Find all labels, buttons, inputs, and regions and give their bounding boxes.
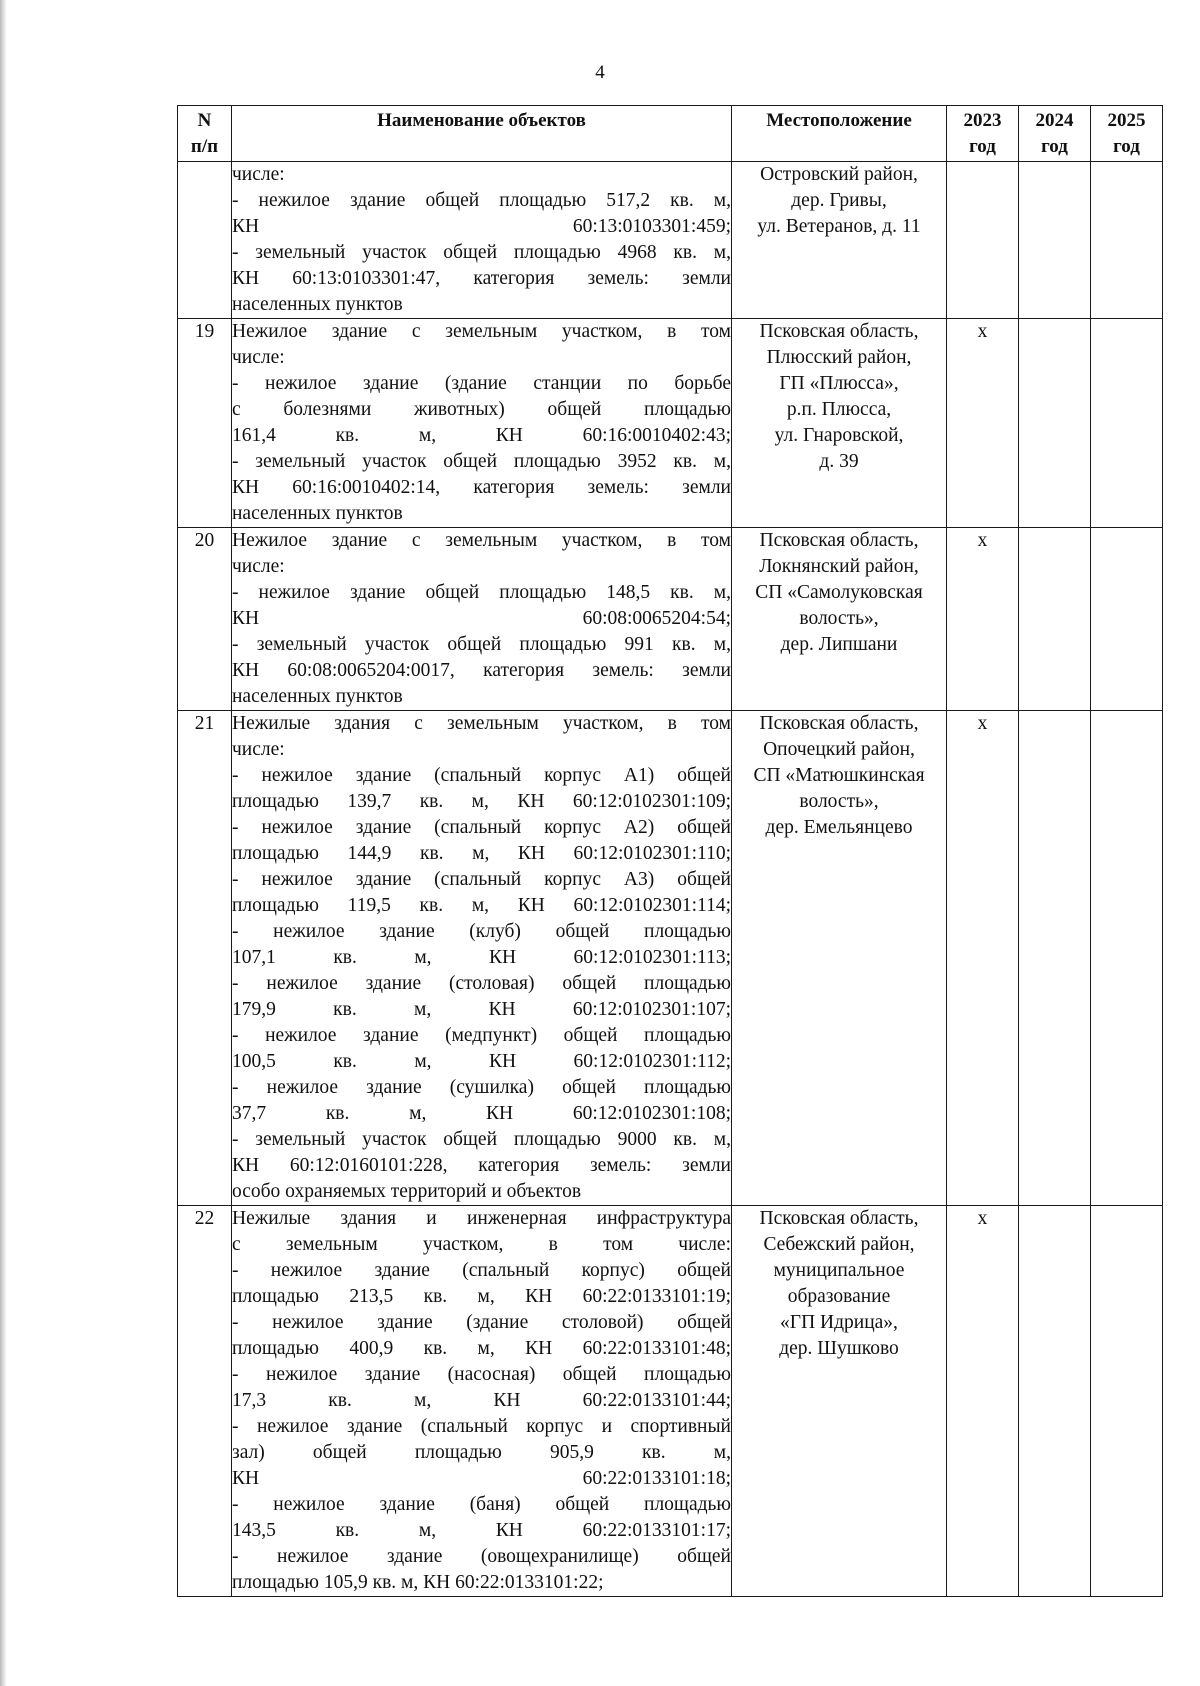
- header-year-2023: [947, 106, 1019, 162]
- description-line: КН 60:08:0065204:54;: [232, 608, 731, 629]
- location-line: Локнянский район,: [759, 556, 919, 577]
- scan-edge: [0, 0, 7, 1686]
- year-mark-2025: [1091, 528, 1163, 711]
- description-line: - нежилое здание (овощехранилище) общей: [232, 1546, 731, 1567]
- description-line: числе:: [232, 739, 285, 760]
- year-mark-2023: х: [947, 319, 1019, 528]
- header-year-unit: год: [1113, 136, 1140, 157]
- header-year-unit: год: [1041, 136, 1068, 157]
- header-year-value: 2024: [1035, 110, 1074, 131]
- description-line: 100,5 кв. м, КН 60:12:0102301:112;: [232, 1051, 731, 1072]
- table-row: [178, 711, 1163, 1206]
- location-line: СП «Самолуковская: [755, 582, 923, 603]
- description-line: 17,3 кв. м, КН 60:22:0133101:44;: [232, 1390, 731, 1411]
- header-num-line: N: [197, 110, 212, 131]
- location-line: волость»,: [799, 608, 879, 629]
- description-line: 37,7 кв. м, КН 60:12:0102301:108;: [232, 1103, 731, 1124]
- year-mark-2024: [1019, 528, 1091, 711]
- table-body: [178, 162, 1163, 1597]
- location-line: Псковская область,: [759, 713, 919, 734]
- description-line: с земельным участком, в том числе:: [232, 1234, 731, 1255]
- description-line: площадью 139,7 кв. м, КН 60:12:0102301:109;: [232, 791, 731, 812]
- description-line: КН 60:13:0103301:47, категория земель: земли: [232, 268, 731, 289]
- description-line: - земельный участок общей площадью 9000 кв. м,: [232, 1129, 731, 1150]
- header-year-2025: [1091, 106, 1163, 162]
- object-description: [232, 528, 732, 711]
- header-location: Местоположение: [732, 106, 947, 162]
- location-line: дер. Липшани: [780, 634, 898, 655]
- description-line: - нежилое здание (сушилка) общей площадью: [232, 1077, 731, 1098]
- header-year-unit: год: [969, 136, 996, 157]
- object-description: [232, 162, 732, 319]
- location-line: Плюсский район,: [766, 347, 912, 368]
- description-line: КН 60:12:0160101:228, категория земель: земли: [232, 1155, 731, 1176]
- description-line: 179,9 кв. м, КН 60:12:0102301:107;: [232, 999, 731, 1020]
- description-line: площадью 213,5 кв. м, КН 60:22:0133101:19;: [232, 1286, 731, 1307]
- row-number: 20: [178, 528, 232, 711]
- location-line: Себежский район,: [763, 1234, 915, 1255]
- description-line: КН 60:13:0103301:459;: [232, 216, 731, 237]
- description-line: числе:: [232, 556, 285, 577]
- year-mark-2023: х: [947, 1206, 1019, 1597]
- description-line: - нежилое здание (баня) общей площадью: [232, 1494, 731, 1515]
- year-mark-2024: [1019, 162, 1091, 319]
- description-line: зал) общей площадью 905,9 кв. м,: [232, 1442, 731, 1463]
- object-description: [232, 1206, 732, 1597]
- description-line: площадью 144,9 кв. м, КН 60:12:0102301:110;: [232, 843, 731, 864]
- description-line: населенных пунктов: [232, 503, 403, 524]
- year-mark-2025: [1091, 711, 1163, 1206]
- object-location: [732, 711, 947, 1206]
- description-line: - нежилое здание (столовая) общей площадью: [232, 973, 731, 994]
- description-line: - нежилое здание (клуб) общей площадью: [232, 921, 731, 942]
- description-line: Нежилое здание с земельным участком, в том: [232, 530, 731, 551]
- row-number: 19: [178, 319, 232, 528]
- description-line: - земельный участок общей площадью 4968 кв. м,: [232, 242, 731, 263]
- header-year-value: 2023: [963, 110, 1002, 131]
- row-number: 22: [178, 1206, 232, 1597]
- location-line: дер. Шушково: [779, 1338, 899, 1359]
- location-line: ул. Гнаровской,: [774, 425, 904, 446]
- header-num: [178, 106, 232, 162]
- location-line: ул. Ветеранов, д. 11: [757, 216, 921, 237]
- description-line: - нежилое здание (медпункт) общей площадью: [232, 1025, 731, 1046]
- location-line: муниципальное: [773, 1260, 905, 1281]
- table-row: [178, 1206, 1163, 1597]
- description-line: - нежилое здание (здание столовой) общей: [232, 1312, 731, 1333]
- header-year-2024: [1019, 106, 1091, 162]
- header-name: Наименование объектов: [232, 106, 732, 162]
- description-line: - нежилое здание (насосная) общей площадью: [232, 1364, 731, 1385]
- object-location: [732, 162, 947, 319]
- location-line: Псковская область,: [759, 1208, 919, 1229]
- location-line: д. 39: [819, 451, 859, 472]
- object-description: [232, 319, 732, 528]
- location-line: Опочецкий район,: [763, 739, 915, 760]
- header-year-value: 2025: [1107, 110, 1146, 131]
- location-line: р.п. Плюсса,: [786, 399, 892, 420]
- description-line: Нежилое здание с земельным участком, в том: [232, 321, 731, 342]
- location-line: образование: [787, 1286, 891, 1307]
- table-header-row: [178, 106, 1163, 162]
- description-line: населенных пунктов: [232, 294, 403, 315]
- description-line: КН 60:08:0065204:0017, категория земель: земли: [232, 660, 731, 681]
- description-line: площадью 400,9 кв. м, КН 60:22:0133101:48;: [232, 1338, 731, 1359]
- description-line: населенных пунктов: [232, 686, 403, 707]
- year-mark-2024: [1019, 711, 1091, 1206]
- object-location: [732, 1206, 947, 1597]
- description-line: - нежилое здание (спальный корпус А3) общей: [232, 869, 731, 890]
- year-mark-2023: х: [947, 711, 1019, 1206]
- year-mark-2024: [1019, 319, 1091, 528]
- year-mark-2023: [947, 162, 1019, 319]
- location-line: СП «Матюшкинская: [753, 765, 925, 786]
- description-line: Нежилые здания и инженерная инфраструктура: [232, 1208, 731, 1229]
- year-mark-2023: х: [947, 528, 1019, 711]
- object-location: [732, 528, 947, 711]
- table-row: [178, 528, 1163, 711]
- description-line: числе:: [232, 347, 285, 368]
- year-mark-2025: [1091, 162, 1163, 319]
- description-line: - нежилое здание (спальный корпус и спортивный: [232, 1416, 731, 1437]
- description-line: 107,1 кв. м, КН 60:12:0102301:113;: [232, 947, 731, 968]
- description-line: площадью 105,9 кв. м, КН 60:22:0133101:22;: [232, 1572, 604, 1593]
- description-line: - земельный участок общей площадью 991 кв. м,: [232, 634, 731, 655]
- year-mark-2024: [1019, 1206, 1091, 1597]
- description-line: КН 60:22:0133101:18;: [232, 1468, 731, 1489]
- description-line: Нежилые здания с земельным участком, в том: [232, 713, 731, 734]
- location-line: дер. Гривы,: [791, 190, 887, 211]
- location-line: «ГП Идрица»,: [780, 1312, 898, 1333]
- table-row: [178, 162, 1163, 319]
- table-row: [178, 319, 1163, 528]
- description-line: - нежилое здание (спальный корпус А1) общей: [232, 765, 731, 786]
- object-location: [732, 319, 947, 528]
- page-number: 4: [595, 62, 605, 83]
- description-line: площадью 119,5 кв. м, КН 60:12:0102301:114;: [232, 895, 731, 916]
- description-line: - нежилое здание (спальный корпус А2) общей: [232, 817, 731, 838]
- row-number: 21: [178, 711, 232, 1206]
- location-line: Псковская область,: [759, 321, 919, 342]
- row-number: [178, 162, 232, 319]
- description-line: - нежилое здание общей площадью 148,5 кв. м,: [232, 582, 731, 603]
- object-description: [232, 711, 732, 1206]
- header-num-line: п/п: [190, 136, 219, 157]
- location-line: Островский район,: [760, 164, 918, 185]
- location-line: волость»,: [799, 791, 879, 812]
- description-line: - нежилое здание общей площадью 517,2 кв. м,: [232, 190, 731, 211]
- description-line: - нежилое здание (спальный корпус) общей: [232, 1260, 731, 1281]
- description-line: - земельный участок общей площадью 3952 кв. м,: [232, 451, 731, 472]
- description-line: 143,5 кв. м, КН 60:22:0133101:17;: [232, 1520, 731, 1541]
- description-line: с болезнями животных) общей площадью: [232, 399, 731, 420]
- year-mark-2025: [1091, 1206, 1163, 1597]
- location-line: дер. Емельянцево: [765, 817, 913, 838]
- description-line: - нежилое здание (здание станции по борьбе: [232, 373, 731, 394]
- description-line: числе:: [232, 164, 285, 185]
- objects-table: [177, 105, 1163, 1597]
- description-line: 161,4 кв. м, КН 60:16:0010402:43;: [232, 425, 731, 446]
- description-line: особо охраняемых территорий и объектов: [232, 1181, 582, 1202]
- year-mark-2025: [1091, 319, 1163, 528]
- location-line: Псковская область,: [759, 530, 919, 551]
- location-line: ГП «Плюсса»,: [779, 373, 899, 394]
- description-line: КН 60:16:0010402:14, категория земель: земли: [232, 477, 731, 498]
